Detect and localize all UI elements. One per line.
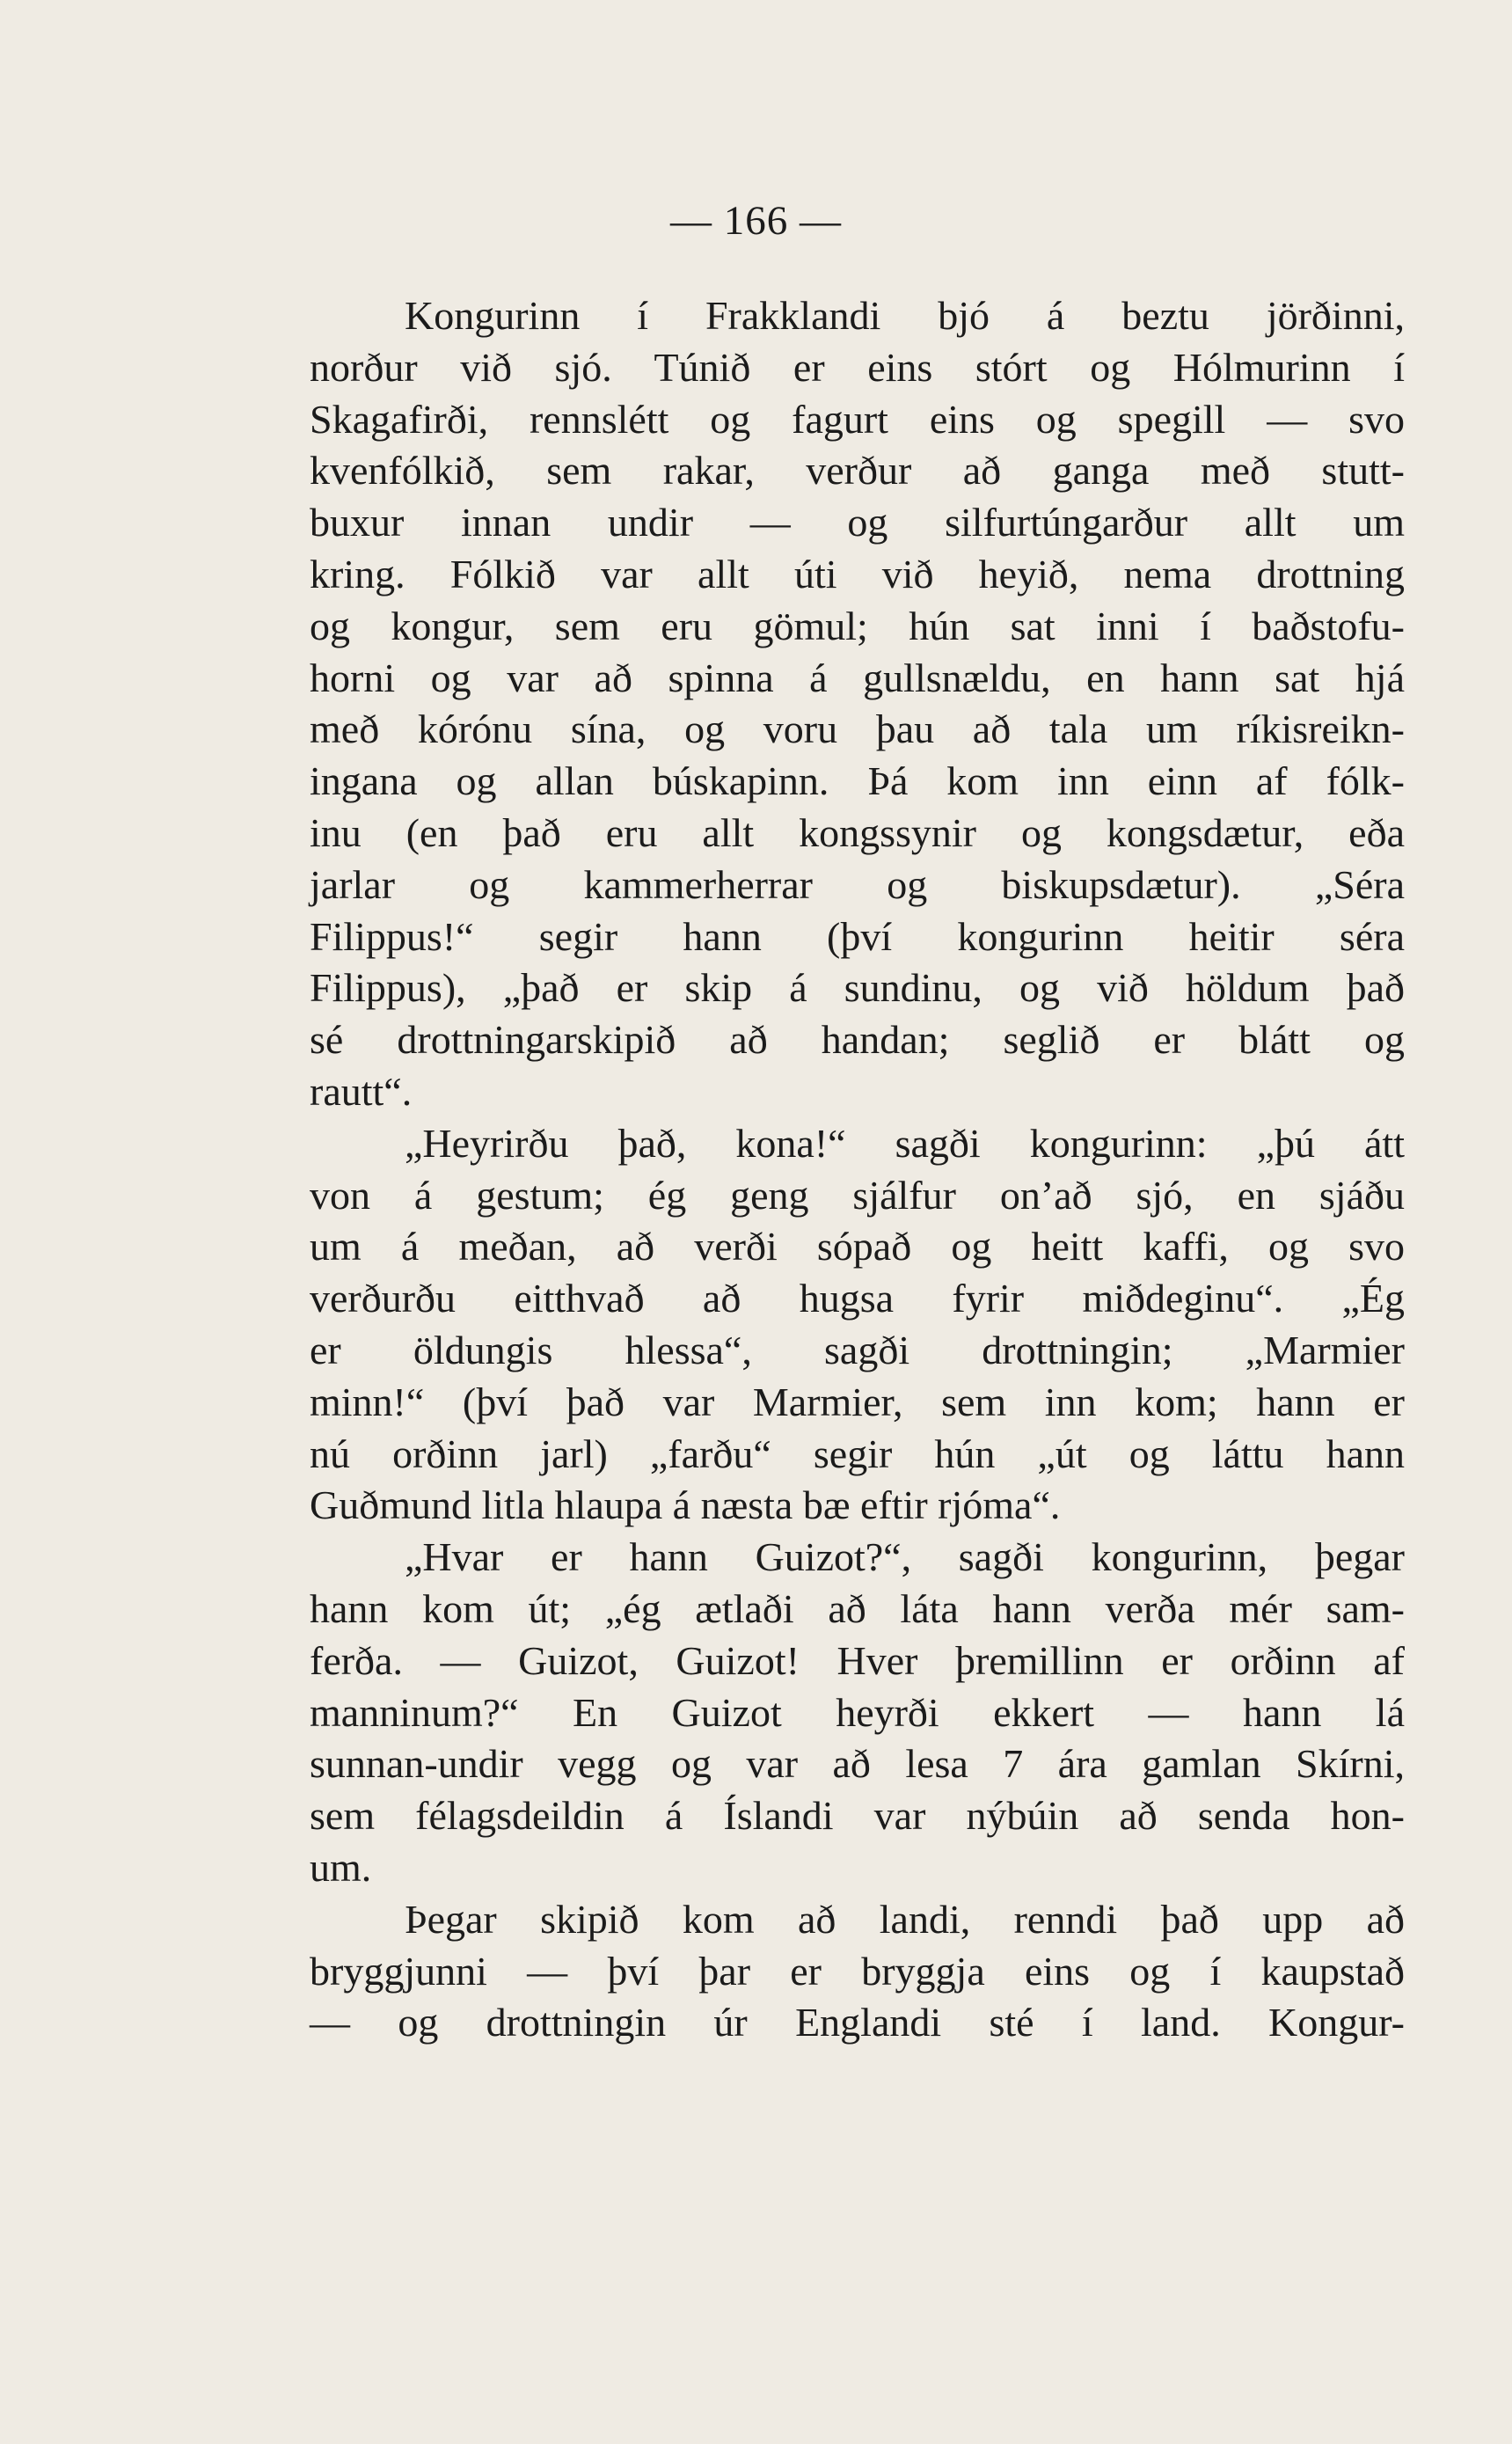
text-line: „Hvar er hann Guizot?“, sagði kongurinn, þegar — [405, 1534, 1405, 1580]
text-line: horni og var að spinna á gullsnældu, en hann sat hjá — [310, 655, 1405, 700]
text-line: minn!“ (því það var Marmier, sem inn kom; hann er — [310, 1379, 1405, 1424]
text-line: sem félagsdeildin á Íslandi var nýbúin að senda hon- — [310, 1793, 1405, 1839]
text-line: rautt“. — [310, 1068, 413, 1114]
text-line: er öldungis hlessa“, sagði drottningin; „Marmier — [310, 1327, 1405, 1372]
text-line: Þegar skipið kom að landi, renndi það upp að — [405, 1896, 1405, 1942]
text-line: og kongur, sem eru gömul; hún sat inni í baðstofu- — [310, 603, 1405, 648]
text-line: ferða. — Guizot, Guizot! Hver þremillinn er orðinn af — [310, 1637, 1405, 1683]
text-line: um á meðan, að verði sópað og heitt kaffi, og svo — [310, 1224, 1405, 1270]
text-line: sé drottningarskipið að handan; seglið er blátt og — [310, 1017, 1405, 1063]
page-number: — 166 — — [670, 198, 842, 244]
text-line: sunnan-undir vegg og var að lesa 7 ára gamlan Skírni, — [310, 1741, 1405, 1787]
text-line: Filippus), „það er skip á sundinu, og við höldum það — [310, 965, 1405, 1011]
text-line: hann kom út; „ég ætlaði að láta hann verða mér sam- — [310, 1585, 1405, 1631]
body-text — [310, 290, 1405, 2049]
text-line: nú orðinn jarl) „farðu“ segir hún „út og láttu hann — [310, 1431, 1405, 1476]
text-line: kring. Fólkið var allt úti við heyið, nema drottning — [310, 551, 1405, 596]
text-line: „Heyrirðu það, kona!“ sagði kongurinn: „þú átt — [405, 1120, 1405, 1166]
text-line: Kongurinn í Frakklandi bjó á beztu jörðinni, — [405, 293, 1405, 338]
text-line: — og drottningin úr Englandi sté í land. Kongur- — [310, 2000, 1405, 2045]
text-line: verðurðu eitthvað að hugsa fyrir miðdeginu“. „Ég — [310, 1276, 1405, 1321]
text-line: jarlar og kammerherrar og biskupsdætur). „Séra — [310, 861, 1405, 907]
text-line: Guðmund litla hlaupa á næsta bæ eftir rjóma“. — [310, 1482, 1061, 1528]
text-line: með kórónu sína, og voru þau að tala um ríkisreikn- — [310, 706, 1405, 752]
text-line: Filippus!“ segir hann (því kongurinn heitir séra — [310, 913, 1405, 959]
text-line: inu (en það eru allt kongssynir og kongsdætur, eða — [310, 809, 1405, 855]
text-line: um. — [310, 1844, 372, 1890]
text-line: kvenfólkið, sem rakar, verður að ganga með stutt- — [310, 448, 1405, 494]
text-line: von á gestum; ég geng sjálfur on’að sjó, en sjáðu — [310, 1172, 1405, 1218]
text-line: Skagafirði, rennslétt og fagurt eins og spegill — svo — [310, 396, 1405, 442]
text-line: norður við sjó. Túnið er eins stórt og Hólmurinn í — [310, 344, 1405, 390]
text-line: ingana og allan búskapinn. Þá kom inn einn af fólk- — [310, 758, 1405, 804]
text-line: bryggjunni — því þar er bryggja eins og í kaupstað — [310, 1948, 1405, 1994]
text-line: manninum?“ En Guizot heyrði ekkert — hann lá — [310, 1689, 1405, 1735]
text-line: buxur innan undir — og silfurtúngarður allt um — [310, 500, 1405, 545]
